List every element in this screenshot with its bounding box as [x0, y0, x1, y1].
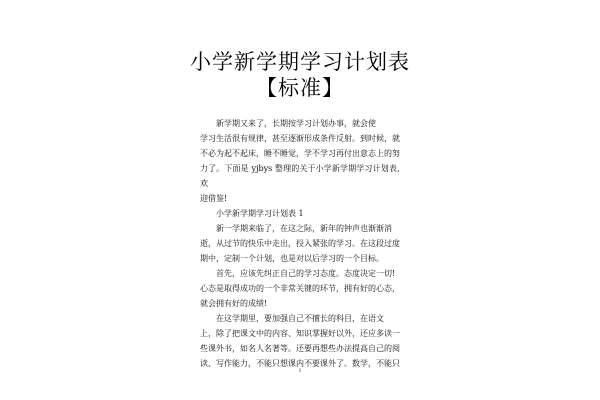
intro-line: 新学期又来了，长期按学习计划办事，就会使: [216, 119, 376, 128]
intro-line: 迎借鉴!: [200, 194, 228, 203]
document-title: 小学新学期学习计划表: [190, 50, 410, 74]
page-number: 1: [298, 368, 302, 374]
document-body: [200, 116, 405, 371]
paragraph-line: 在这学期里，要加强自己不擅长的科目，在语文: [216, 314, 384, 323]
paragraph-line: 读、写作能力，不能只想课内不要课外了。数学，不能只: [200, 359, 400, 368]
paragraph-line: 逝，从过节的快乐中走出，投入紧张的学习。在这段过度: [200, 239, 400, 248]
document-title-tag: 【标准】: [256, 76, 344, 100]
paragraph-line: 期中，定制一个计划，也是对以后学习的一个目标。: [200, 254, 384, 263]
section-heading: 小学新学期学习计划表 1: [216, 209, 304, 218]
paragraph-line: 首先，应该先纠正自己的学习态度。态度决定一切!: [216, 269, 396, 278]
paragraph-line: 些课外书，如名人名著等。还要再想些办法提高自己的阅: [200, 344, 400, 353]
paragraph-line: 心态是取得成功的一个非常关键的环节，拥有好的心态，: [200, 284, 400, 293]
intro-line: 不必为起不起床，睡不睡觉，学不学习再付出意志上的努: [200, 149, 400, 158]
intro-line: 学习生活很有规律，甚至逐渐形成条件反射。到时候，就: [200, 134, 400, 143]
paragraph-line: 上，除了把课文中的内容、知识掌握好以外，还应多读一: [200, 329, 400, 338]
paragraph-line: 新一学期来临了，在这之际，新年的钟声也渐渐消: [216, 224, 392, 233]
intro-line: 力了。下面是 yjbys 整理的关于小学新学期学习计划表，欢: [200, 164, 405, 188]
paragraph-line: 就会拥有好的成绩!: [200, 299, 268, 308]
